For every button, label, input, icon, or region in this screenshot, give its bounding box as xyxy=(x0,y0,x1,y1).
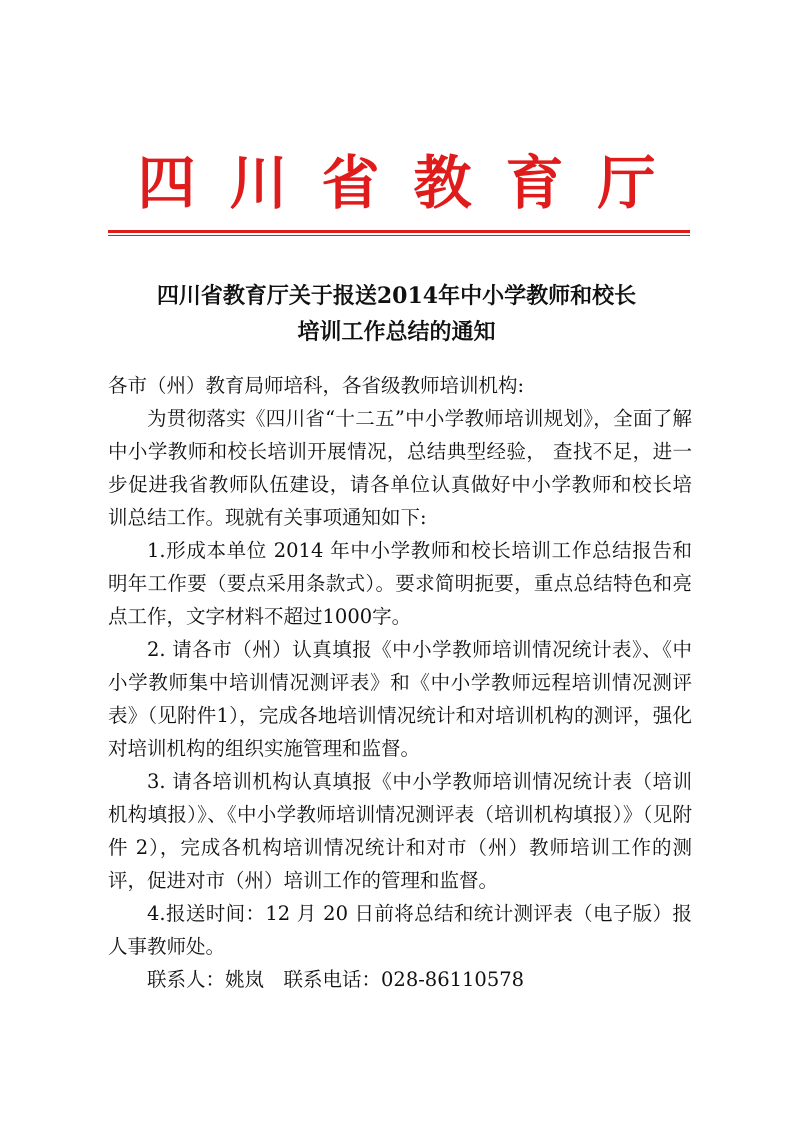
salutation: 各市（州）教育局师培科，各省级教师培训机构: xyxy=(108,374,525,397)
document-title-line-1: 四川省教育厅关于报送2014年中小学教师和校长 xyxy=(156,283,637,309)
masthead-title: 四川省教育厅 xyxy=(137,149,690,217)
masthead-rule-thin xyxy=(108,235,690,236)
paragraph-item-1: 1.形成本单位 2014 年中小学教师和校长培训工作总结报告和明年工作要（要点采用条款式）。要求简明扼要，重点总结特色和亮点工作，文字材料不超过1000字。 xyxy=(108,539,692,628)
paragraph-item-3: 3. 请各培训机构认真填报《中小学教师培训情况统计表（培训机构填报）》、《中小学教师培训情况测评表（培训机构填报）》（见附件 2），完成各机构培训情况统计和对市（州）教师培训工作的测评，促进对市（州）培训工作的管理和监督。 xyxy=(108,770,692,892)
paragraph-item-4: 4.报送时间：12 月 20 日前将总结和统计测评表（电子版）报人事教师处。 xyxy=(108,902,692,958)
paragraph-item-2: 2. 请各市（州）认真填报《中小学教师培训情况统计表》、《中小学教师集中培训情况测评表》和《中小学教师远程培训情况测评表》（见附件1），完成各地培训情况统计和对培训机构的测评，强化对培训机构的组织实施管理和监督。 xyxy=(108,638,692,760)
paragraph-intro: 为贯彻落实《四川省“十二五”中小学教师培训规划》，全面了解中小学教师和校长培训开展情况，总结典型经验， 查找不足，进一步促进我省教师队伍建设，请各单位认真做好中小学教师和校长培训总结工作。现就有关事项通知如下: xyxy=(108,407,692,529)
document-body xyxy=(108,369,692,996)
document-title xyxy=(0,278,793,350)
document-title-line-2: 培训工作总结的通知 xyxy=(297,319,496,345)
masthead-rule-thick xyxy=(108,230,690,233)
contact-line: 联系人：姚岚 联系电话：028-86110578 xyxy=(147,968,525,991)
